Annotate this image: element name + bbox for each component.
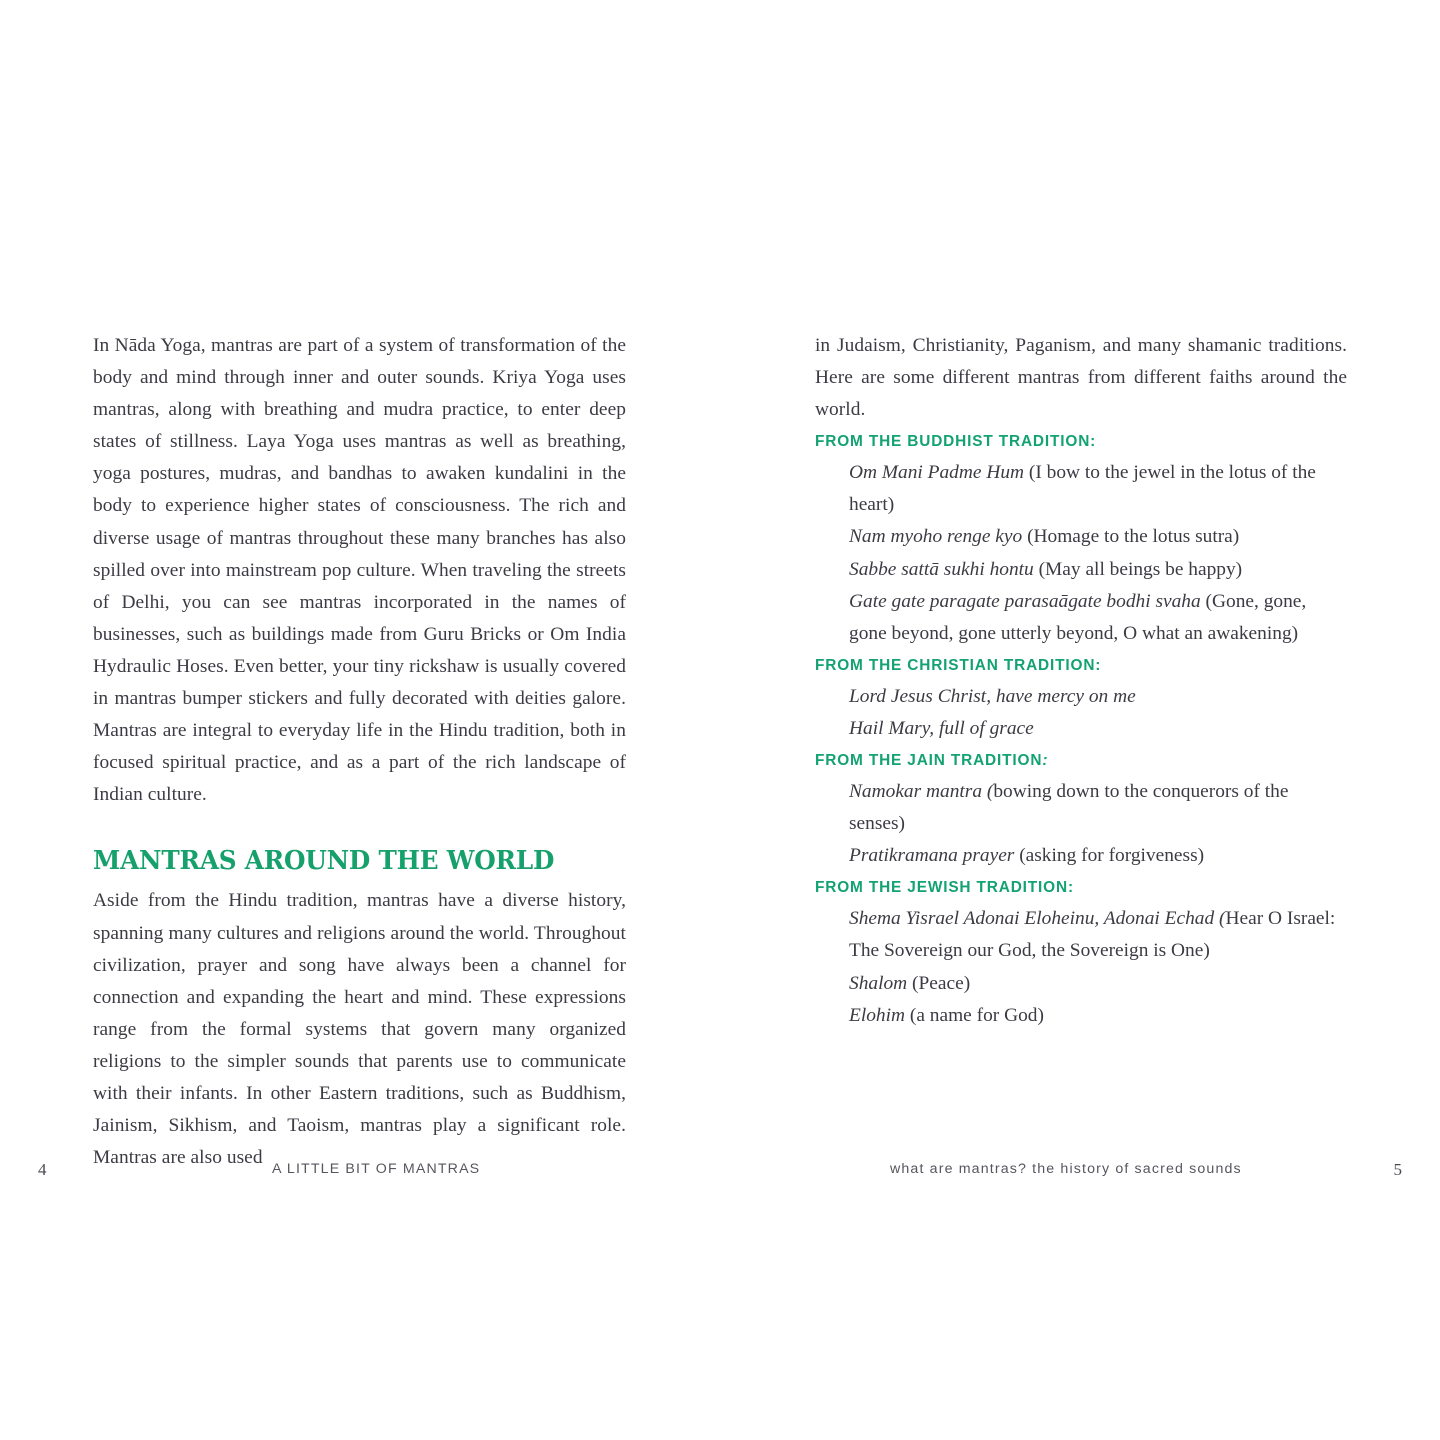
page-section-heading: MANTRAS AROUND THE WORLD [93, 845, 555, 877]
tradition-subhead [815, 872, 1347, 903]
tradition-subhead-label: FROM THE JAIN TRADITION [815, 752, 1043, 770]
mantra-line [815, 968, 1347, 1000]
mantra-line [815, 586, 1347, 650]
mantra-name: Pratikramana prayer [849, 845, 1015, 867]
mantra-name: Om Mani Padme Hum [849, 462, 1025, 484]
mantra-translation: bowing down to the conquerors of the senses) [849, 781, 1289, 835]
tradition-subhead [815, 426, 1347, 457]
right-page-text-column [815, 330, 1347, 1032]
folio-left: 4 [38, 1160, 47, 1179]
mantra-translation: (May all beings be happy) [1033, 558, 1243, 580]
running-head-left: A LITTLE BIT OF MANTRAS [272, 1161, 481, 1177]
mantra-name: Shema Yisrael Adonai Eloheinu, Adonai Echad ( [849, 908, 1226, 930]
mantra-name: Nam myoho renge kyo [849, 526, 1023, 548]
traditions-list [815, 426, 1347, 1031]
folio-right: 5 [1393, 1160, 1402, 1179]
mantra-line [815, 1000, 1347, 1032]
tradition-subhead-label: FROM THE JEWISH TRADITION: [815, 879, 1074, 897]
tradition-subhead-label: FROM THE BUDDHIST TRADITION: [815, 433, 1097, 451]
mantra-line [815, 713, 1347, 745]
mantra-translation: (a name for God) [905, 1004, 1044, 1026]
mantra-name: Hail Mary, full of grace [849, 717, 1034, 739]
mantra-translation: (asking for forgiveness) [1014, 845, 1205, 867]
mantra-line [815, 457, 1347, 521]
tradition-subhead-colon: : [1042, 752, 1049, 770]
mantra-translation: Hear O Israel: The Sovereign our God, the Sovereign is One) [849, 908, 1336, 962]
mantra-line [815, 840, 1347, 872]
mantra-translation: (I bow to the jewel in the lotus of the heart) [849, 462, 1316, 516]
running-head-right: what are mantras? the history of sacred sounds [890, 1161, 1242, 1177]
mantra-name: Lord Jesus Christ, have mercy on me [849, 685, 1136, 707]
tradition-subhead [815, 745, 1347, 776]
mantra-name: Gate gate paragate parasaāgate bodhi svaha [849, 590, 1201, 612]
mantra-line [815, 554, 1347, 586]
tradition-subhead [815, 650, 1347, 681]
mantra-line [815, 681, 1347, 713]
mantra-name: Elohim [849, 1004, 906, 1026]
left-body-paragraph-1: In Nāda Yoga, mantras are part of a system of transformation of the body and mind through inner and outer sounds. Kriya Yoga uses mantras, along with breathing and mudra practice, to enter deep states of stillness. Laya Yoga uses mantras as well as breathing, yoga postures, mudras, and bandhas to awaken kundalini in the body to experience higher states of consciousness. The rich and diverse usage of mantras throughout these many branches has also spilled over into mainstream pop culture. When traveling the streets of Delhi, you can see mantras incorporated in the names of businesses, such as buildings made from Guru Bricks or Om India Hydraulic Hoses. Even better, your tiny rickshaw is usually covered in mantras bumper stickers and fully decorated with deities galore. Mantras are integral to everyday life in the Hindu tradition, both in focused spiritual practice, and as a part of the rich landscape of Indian culture. [93, 335, 626, 806]
tradition-subhead-label: FROM THE CHRISTIAN TRADITION: [815, 656, 1102, 674]
mantra-translation: (Peace) [907, 972, 971, 994]
mantra-line [815, 521, 1347, 553]
mantra-name: Shalom [849, 972, 908, 994]
mantra-line [815, 903, 1347, 967]
mantra-name: Namokar mantra ( [849, 781, 994, 803]
mantra-translation: (Homage to the lotus sutra) [1022, 526, 1240, 548]
right-intro-paragraph: in Judaism, Christianity, Paganism, and many shamanic traditions. Here are some different mantras from different faiths around the world. [815, 335, 1347, 421]
heading-spacer-above [93, 811, 626, 846]
left-page-text-column [93, 330, 626, 1174]
heading-spacer-below [93, 876, 626, 885]
mantra-name: Sabbe sattā sukhi hontu [849, 558, 1034, 580]
left-body-paragraph-2: Aside from the Hindu tradition, mantras have a diverse history, spanning many cultures and religions around the world. Throughout civilization, prayer and song have always been a channel for connection and expanding the heart and mind. These expressions range from the formal systems that govern many organized religions to the simpler sounds that parents use to communicate with their infants. In other Eastern traditions, such as Buddhism, Jainism, Sikhism, and Taoism, mantras play a significant role. Mantras are also used [93, 890, 626, 1169]
mantra-translation: (Gone, gone, gone beyond, gone utterly beyond, O what an awakening) [849, 590, 1307, 644]
mantra-line [815, 776, 1347, 840]
